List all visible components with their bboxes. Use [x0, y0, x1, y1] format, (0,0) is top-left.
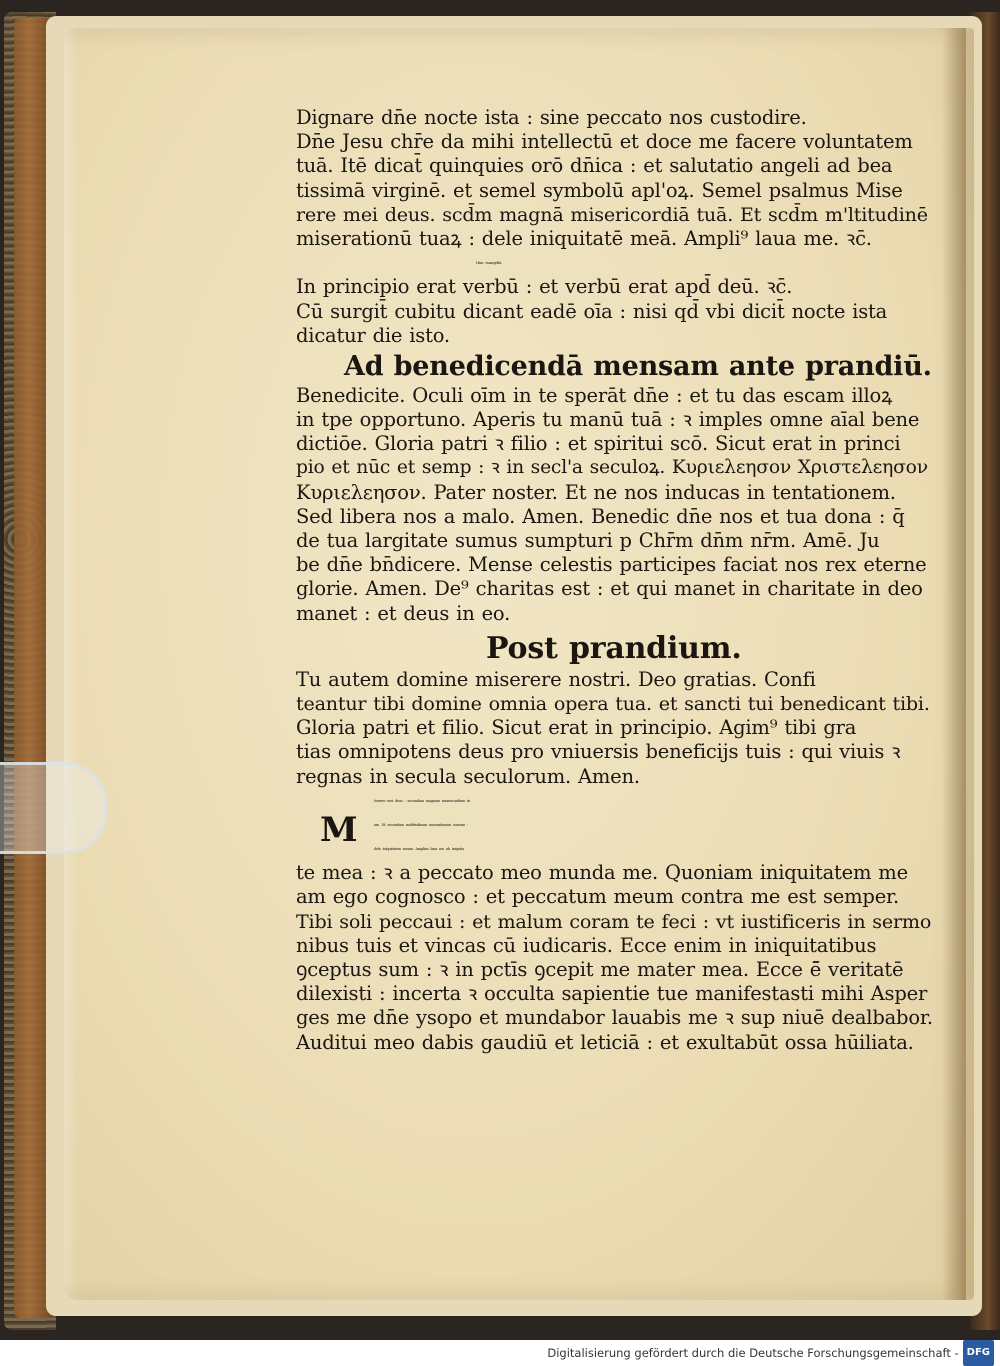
text-line: Auditui meo dabis gaudiū et leticiā : et exultabūt ossa hūiliata. [296, 1030, 914, 1054]
text-line: Cū surgit̄ cubitu dicant eadē oīa : nisi qd̄ vbi dicit̄ nocte ista [296, 299, 888, 323]
text-line: Gloria patri et filio. Sicut erat in principio. Agim⁹ tibi gra [296, 716, 857, 740]
psalm-paragraph [296, 789, 936, 862]
text-line: tias omnipotens deus pro vniuersis beneficijs tuis : qui viuis ꝛ [296, 740, 901, 764]
page-text [296, 106, 936, 1055]
text-line: tuā. Itē dicat̄ quinquies orō dn̄ica : et salutatio angeli ad bea [296, 154, 893, 178]
text-line: Sed libera nos a malo. Amen. Benedic dn̄e nos et tua dona : q̄ [296, 504, 905, 528]
text-line: in tpe opportuno. Aperis tu manū tuā : ꝛ imples omne aīal bene [296, 408, 920, 432]
digitization-footer [0, 1340, 1000, 1364]
section-heading: Ad benedicendā mensam ante prandiū. [344, 350, 932, 382]
text-line: miserationū tuaꝝ : dele iniquitatē meā. Ampli⁹ laua me. ꝛc̄. [296, 226, 872, 250]
section-heading: Post prandium. [486, 630, 742, 666]
text-line: am. Et secundum multitudinem miserationum tuarum : [374, 822, 468, 827]
dfg-logo: DFG [963, 1340, 994, 1366]
text-line: manet : et deus in eo. [296, 601, 511, 625]
text-line: Tu autem domine miserere nostri. Deo gratias. Confi [296, 667, 816, 691]
text-line: Dn̄e Jesu chr̄e da mihi intellectū et doce me facere voluntatem [296, 130, 913, 154]
text-line: tissimā virginē. et semel symbolū apl'oꝝ. Semel psalmus Mise [296, 178, 903, 202]
text-line: In principio erat verbū : et verbū erat apd̄ deū. ꝛc̄. [296, 275, 793, 299]
text-line: be dn̄e bn̄dicere. Mense celestis participes faciat nos rex eterne [296, 553, 927, 577]
text-line: Hinc euangeliū. [476, 261, 503, 266]
text-line: ges me dn̄e ysopo et mundabor lauabis me ꝛ sup niuē dealbabor. [296, 1006, 933, 1030]
text-line: rere mei deus. scd̄m magnā misericordiā tuā. Et scd̄m m'ltitudinē [296, 202, 928, 226]
text-line: de tua largitate sumus sumpturi p Chr̄m dn̄m nr̄m. Amē. Ju [296, 529, 880, 552]
text-line: Κυριελεησον. Pater noster. Et ne nos inducas in tentationem. [296, 480, 896, 504]
page-clip [0, 762, 107, 854]
text-line: am ego cognosco : et peccatum meum contra me est semper. [296, 885, 900, 909]
text-line: nibus tuis et vincas cū iudicaris. Ecce enim in iniquitatibus [296, 933, 877, 957]
text-line: dilexisti : incerta ꝛ occulta sapientie tue manifestasti mihi Asper [296, 982, 928, 1006]
text-line: Tibi soli peccaui : et malum coram te feci : vt iustificeris in sermo [296, 909, 932, 933]
text-line: glorie. Amen. De⁹ charitas est : et qui manet in charitate in deo [296, 577, 923, 601]
text-line: teantur tibi domine omnia opera tua. et sancti tui benedicant tibi. [296, 691, 930, 715]
text-line: dicatur die isto. [296, 323, 450, 347]
text-line: Iserere mei deus : secundum magnam misericordiam tu [374, 798, 471, 803]
text-line: regnas in secula seculorum. Amen. [296, 764, 640, 788]
text-line: te mea : ꝛ a peccato meo munda me. Quoniam iniquitatem me [296, 861, 908, 885]
text-line: ꝯceptus sum : ꝛ in pctīs ꝯcepit me mater mea. Ecce ē̄ veritatē [296, 958, 904, 981]
initial-letter: M [320, 809, 358, 850]
text-line: dictiōe. Gloria patri ꝛ filio : et spiritui scō. Sicut erat in princi [296, 432, 901, 456]
text-line: Benedicite. Oculi oīm in te sperāt dn̄e : et tu das escam illoꝝ [296, 383, 893, 407]
text-line: dele iniquitatem meam. Amplius laua me ab iniquita [374, 847, 464, 852]
page-gutter-shadow [942, 28, 966, 1300]
text-line: pio et nūc et semp : ꝛ in secl'a seculoꝝ. Κυριελεησον Χριστελεησον [296, 457, 928, 479]
footer-credit: Digitalisierung gefördert durch die Deutsche Forschungsgemeinschaft - [547, 1346, 959, 1360]
text-line: Dignare dn̄e nocte ista : sine peccato nos custodire. [296, 106, 807, 129]
